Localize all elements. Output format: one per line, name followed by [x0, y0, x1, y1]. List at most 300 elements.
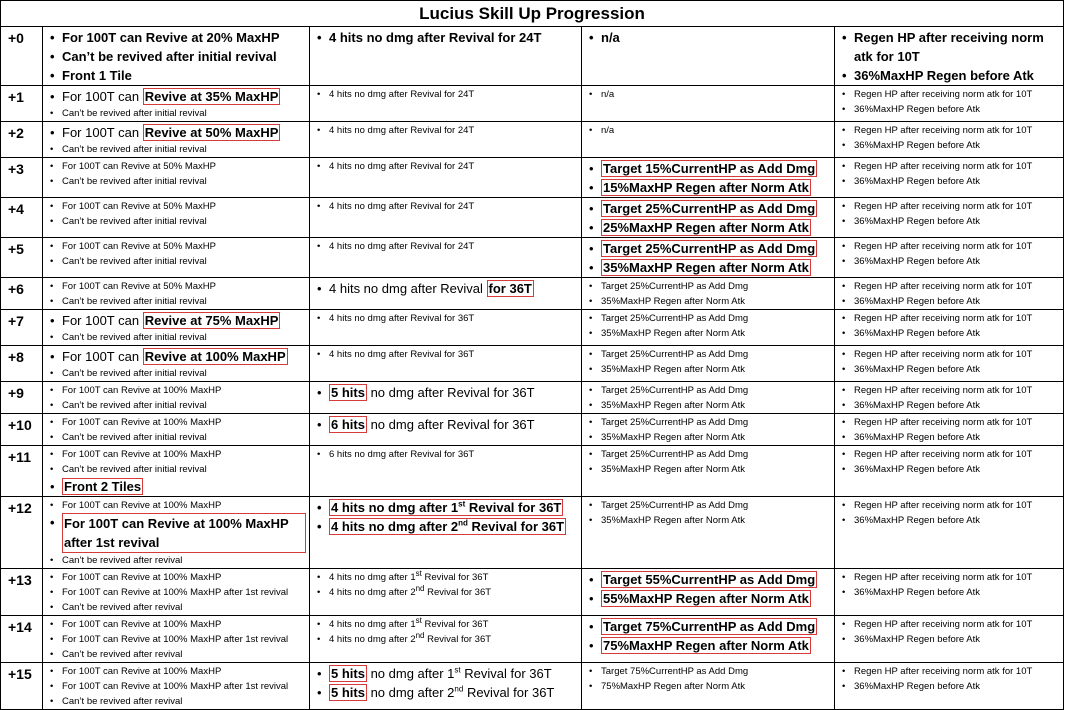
text-segment: For 100T can Revive at 100% MaxHP — [62, 385, 222, 396]
text-segment: Can’t be revived after initial revival — [62, 432, 207, 443]
no-damage-cell — [310, 238, 582, 278]
text-segment: Front 1 Tile — [62, 68, 132, 83]
add-damage-cell — [582, 158, 835, 198]
bullet-line — [842, 415, 1060, 430]
bullet-line — [317, 159, 578, 174]
text-segment: no dmg after 1st Revival for 36T — [366, 665, 552, 681]
bullet-line — [50, 159, 306, 174]
bullet-line — [317, 311, 578, 326]
no-damage-cell — [310, 346, 582, 382]
table-row — [1, 310, 1064, 346]
text-segment: Can’t be revived after initial revival — [62, 464, 207, 475]
text-segment: For 100T can Revive at 50% MaxHP — [62, 281, 217, 292]
bullet-line — [842, 664, 1060, 679]
table-row — [1, 198, 1064, 238]
bullet-line — [589, 589, 831, 608]
text-segment: For 100T can Revive at 100% MaxHP — [62, 500, 222, 511]
revive-cell — [43, 414, 310, 446]
bullet-line — [842, 102, 1060, 117]
no-damage-cell — [310, 663, 582, 710]
text-segment: 36%MaxHP Regen before Atk — [854, 104, 981, 115]
bullet-line — [317, 570, 578, 585]
text-segment: For 100T can Revive at 100% MaxHP — [62, 449, 222, 460]
text-segment: Target 25%CurrentHP as Add Dmg — [601, 417, 749, 428]
bullet-line — [589, 28, 831, 47]
text-segment: For 100T can Revive at 100% MaxHP after 1st revival — [64, 516, 289, 550]
bullet-line — [50, 87, 306, 106]
text-segment: Target 75%CurrentHP as Add Dmg — [601, 666, 749, 677]
bullet-line — [589, 311, 831, 326]
bullet-line — [842, 498, 1060, 513]
text-segment: 4 hits no dmg after 1st Revival for 36T — [329, 615, 489, 630]
bullet-line — [317, 87, 578, 102]
regen-cell — [835, 497, 1064, 569]
text-segment: 4 hits no dmg after Revival for 24T — [329, 125, 475, 136]
text-segment: Can’t be revived after initial revival — [62, 400, 207, 411]
text-segment: Regen HP after receiving norm atk for 10T — [854, 201, 1033, 212]
text-segment: 36%MaxHP Regen before Atk — [854, 68, 1034, 83]
text-segment: 36%MaxHP Regen before Atk — [854, 464, 981, 475]
bullet-line — [589, 462, 831, 477]
no-damage-cell — [310, 310, 582, 346]
text-segment: Can’t be revived after initial revival — [62, 49, 277, 64]
no-damage-cell — [310, 122, 582, 158]
text-segment: Regen HP after receiving norm atk for 10T — [854, 89, 1033, 100]
bullet-line — [50, 647, 306, 662]
bullet-line — [589, 159, 831, 178]
text-segment: Regen HP after receiving norm atk for 10T — [854, 572, 1033, 583]
bullet-line — [50, 585, 306, 600]
bullet-line — [842, 326, 1060, 341]
text-segment: 36%MaxHP Regen before Atk — [854, 364, 981, 375]
text-segment: 25%MaxHP Regen after Norm Atk — [603, 220, 809, 235]
bullet-line — [50, 498, 306, 513]
text-segment: For 100T can Revive at 100% MaxHP after 1st revival — [62, 681, 289, 692]
text-segment: For 100T can Revive at 50% MaxHP — [62, 241, 217, 252]
bullet-line — [50, 142, 306, 157]
add-damage-cell — [582, 346, 835, 382]
bullet-line — [842, 617, 1060, 632]
bullet-line — [842, 239, 1060, 254]
text-segment: 4 hits no dmg after 2nd Revival for 36T — [329, 583, 492, 598]
bullet-line — [589, 279, 831, 294]
text-segment: For 100T can — [62, 313, 143, 328]
bullet-line — [50, 254, 306, 269]
regen-cell — [835, 310, 1064, 346]
bullet-line — [50, 694, 306, 709]
add-damage-cell — [582, 86, 835, 122]
bullet-line — [50, 47, 306, 66]
bullet-line — [842, 362, 1060, 377]
bullet-line — [842, 123, 1060, 138]
text-segment: 4 hits no dmg after 1st Revival for 36T — [331, 499, 562, 515]
skill-level: +1 — [1, 86, 43, 122]
text-segment: Can’t be revived after revival — [62, 696, 183, 707]
bullet-line — [589, 664, 831, 679]
text-segment: 4 hits no dmg after Revival for 24T — [329, 161, 475, 172]
text-segment: 35%MaxHP Regen after Norm Atk — [601, 515, 745, 526]
revive-cell — [43, 122, 310, 158]
bullet-line — [842, 279, 1060, 294]
bullet-line — [842, 174, 1060, 189]
text-segment: Target 25%CurrentHP as Add Dmg — [603, 201, 816, 216]
regen-cell — [835, 278, 1064, 310]
skill-level: +13 — [1, 569, 43, 616]
text-segment: Target 25%CurrentHP as Add Dmg — [601, 281, 749, 292]
text-segment: Can’t be revived after initial revival — [62, 216, 207, 227]
text-segment: Regen HP after receiving norm atk for 10T — [854, 500, 1033, 511]
text-segment: 4 hits no dmg after Revival for 24T — [329, 241, 475, 252]
text-segment: n/a — [601, 89, 615, 100]
bullet-line — [50, 617, 306, 632]
no-damage-cell — [310, 198, 582, 238]
skill-level: +12 — [1, 497, 43, 569]
text-segment: Can’t be revived after initial revival — [62, 256, 207, 267]
regen-cell — [835, 414, 1064, 446]
revive-cell — [43, 158, 310, 198]
bullet-line — [842, 347, 1060, 362]
bullet-line — [50, 366, 306, 381]
text-segment: For 100T can Revive at 50% MaxHP — [62, 201, 217, 212]
bullet-line — [50, 199, 306, 214]
skill-level: +7 — [1, 310, 43, 346]
revive-cell — [43, 86, 310, 122]
bullet-line — [50, 106, 306, 121]
text-segment: 36%MaxHP Regen before Atk — [854, 400, 981, 411]
text-segment: 36%MaxHP Regen before Atk — [854, 432, 981, 443]
text-segment: Regen HP after receiving norm atk for 10T — [854, 125, 1033, 136]
bullet-line — [50, 347, 306, 366]
bullet-line — [50, 513, 306, 553]
bullet-line — [50, 239, 306, 254]
bullet-line — [317, 279, 578, 298]
text-segment: Regen HP after receiving norm atk for 10T — [854, 449, 1033, 460]
skill-level: +4 — [1, 198, 43, 238]
text-segment: For 100T can — [62, 349, 143, 364]
regen-cell — [835, 198, 1064, 238]
text-segment: 4 hits no dmg after Revival for 24T — [329, 89, 475, 100]
bullet-line — [50, 462, 306, 477]
bullet-line — [50, 553, 306, 568]
bullet-line — [50, 383, 306, 398]
bullet-line — [589, 87, 831, 102]
table-row — [1, 497, 1064, 569]
text-segment: Target 25%CurrentHP as Add Dmg — [601, 500, 749, 511]
skill-level: +2 — [1, 122, 43, 158]
no-damage-cell — [310, 158, 582, 198]
bullet-line — [50, 430, 306, 445]
text-segment: 36%MaxHP Regen before Atk — [854, 587, 981, 598]
table-row — [1, 122, 1064, 158]
text-segment: Target 25%CurrentHP as Add Dmg — [601, 385, 749, 396]
revive-cell — [43, 446, 310, 497]
text-segment: 35%MaxHP Regen after Norm Atk — [601, 364, 745, 375]
bullet-line — [842, 462, 1060, 477]
table-row — [1, 238, 1064, 278]
bullet-line — [842, 679, 1060, 694]
bullet-line — [317, 415, 578, 434]
bullet-line — [589, 447, 831, 462]
text-segment: 36%MaxHP Regen before Atk — [854, 176, 981, 187]
bullet-line — [589, 498, 831, 513]
text-segment: 4 hits no dmg after Revival — [329, 281, 487, 296]
regen-cell — [835, 27, 1064, 86]
bullet-line — [842, 311, 1060, 326]
bullet-line — [50, 398, 306, 413]
add-damage-cell — [582, 27, 835, 86]
text-segment: For 100T can Revive at 100% MaxHP after 1st revival — [62, 634, 289, 645]
title-row — [1, 1, 1064, 27]
skill-level: +10 — [1, 414, 43, 446]
bullet-line — [589, 326, 831, 341]
table-row — [1, 414, 1064, 446]
text-segment: 35%MaxHP Regen after Norm Atk — [601, 296, 745, 307]
text-segment: Front 2 Tiles — [64, 479, 142, 494]
add-damage-cell — [582, 446, 835, 497]
no-damage-cell — [310, 414, 582, 446]
text-segment: For 100T can Revive at 100% MaxHP after 1st revival — [62, 587, 289, 598]
text-segment: Can’t be revived after initial revival — [62, 176, 207, 187]
bullet-line — [589, 383, 831, 398]
bullet-line — [589, 679, 831, 694]
text-segment: Revive at 100% MaxHP — [144, 349, 286, 364]
text-segment: no dmg after Revival for 36T — [366, 417, 535, 432]
text-segment: n/a — [601, 125, 615, 136]
bullet-line — [317, 28, 578, 47]
text-segment: Can’t be revived after revival — [62, 555, 183, 566]
no-damage-cell — [310, 382, 582, 414]
text-segment: For 100T can Revive at 20% MaxHP — [62, 30, 280, 45]
bullet-line — [842, 28, 1060, 66]
text-segment: 4 hits no dmg after Revival for 24T — [329, 30, 542, 45]
skill-level: +8 — [1, 346, 43, 382]
add-damage-cell — [582, 414, 835, 446]
add-damage-cell — [582, 382, 835, 414]
text-segment: 4 hits no dmg after 1st Revival for 36T — [329, 568, 489, 583]
text-segment: Can’t be revived after initial revival — [62, 332, 207, 343]
bullet-line — [589, 570, 831, 589]
bullet-line — [317, 517, 578, 536]
text-segment: Revive at 35% MaxHP — [144, 89, 279, 104]
revive-cell — [43, 238, 310, 278]
table-title: Lucius Skill Up Progression — [1, 1, 1064, 27]
regen-cell — [835, 158, 1064, 198]
bullet-line — [50, 311, 306, 330]
text-segment: 35%MaxHP Regen after Norm Atk — [601, 400, 745, 411]
skill-level: +6 — [1, 278, 43, 310]
add-damage-cell — [582, 616, 835, 663]
text-segment: For 100T can — [62, 125, 143, 140]
bullet-line — [842, 632, 1060, 647]
bullet-line — [589, 218, 831, 237]
text-segment: 36%MaxHP Regen before Atk — [854, 328, 981, 339]
text-segment: For 100T can Revive at 100% MaxHP — [62, 417, 222, 428]
regen-cell — [835, 86, 1064, 122]
bullet-line — [589, 636, 831, 655]
text-segment: Target 25%CurrentHP as Add Dmg — [601, 349, 749, 360]
text-segment: Can’t be revived after revival — [62, 649, 183, 660]
text-segment: 36%MaxHP Regen before Atk — [854, 256, 981, 267]
bullet-line — [842, 87, 1060, 102]
text-segment: 36%MaxHP Regen before Atk — [854, 515, 981, 526]
regen-cell — [835, 122, 1064, 158]
revive-cell — [43, 198, 310, 238]
table-row — [1, 346, 1064, 382]
no-damage-cell — [310, 616, 582, 663]
text-segment: 35%MaxHP Regen after Norm Atk — [601, 432, 745, 443]
text-segment: 55%MaxHP Regen after Norm Atk — [603, 591, 809, 606]
add-damage-cell — [582, 122, 835, 158]
text-segment: for 36T — [488, 281, 532, 296]
text-segment: 5 hits — [331, 685, 365, 700]
text-segment: 36%MaxHP Regen before Atk — [854, 140, 981, 151]
bullet-line — [317, 383, 578, 402]
bullet-line — [50, 477, 306, 496]
text-segment: 6 hits — [331, 417, 365, 432]
regen-cell — [835, 663, 1064, 710]
bullet-line — [50, 28, 306, 47]
skill-level: +5 — [1, 238, 43, 278]
bullet-line — [317, 617, 578, 632]
bullet-line — [317, 447, 578, 462]
bullet-line — [50, 214, 306, 229]
text-segment: Regen HP after receiving norm atk for 10T — [854, 666, 1033, 677]
text-segment: Regen HP after receiving norm atk for 10T — [854, 241, 1033, 252]
table-row — [1, 158, 1064, 198]
text-segment: 5 hits — [331, 385, 365, 400]
add-damage-cell — [582, 569, 835, 616]
bullet-line — [842, 294, 1060, 309]
revive-cell — [43, 616, 310, 663]
revive-cell — [43, 569, 310, 616]
text-segment: Regen HP after receiving norm atk for 10T — [854, 385, 1033, 396]
text-segment: Target 25%CurrentHP as Add Dmg — [601, 449, 749, 460]
bullet-line — [50, 664, 306, 679]
bullet-line — [50, 279, 306, 294]
text-segment: Can’t be revived after initial revival — [62, 108, 207, 119]
text-segment: For 100T can Revive at 100% MaxHP — [62, 572, 222, 583]
bullet-line — [50, 570, 306, 585]
bullet-line — [842, 199, 1060, 214]
bullet-line — [589, 430, 831, 445]
table-row — [1, 616, 1064, 663]
text-segment: 35%MaxHP Regen after Norm Atk — [601, 328, 745, 339]
text-segment: 5 hits — [331, 666, 365, 681]
text-segment: 35%MaxHP Regen after Norm Atk — [601, 464, 745, 475]
text-segment: For 100T can — [62, 89, 143, 104]
text-segment: no dmg after 2nd Revival for 36T — [366, 684, 555, 700]
text-segment: For 100T can Revive at 50% MaxHP — [62, 161, 217, 172]
bullet-line — [842, 585, 1060, 600]
no-damage-cell — [310, 569, 582, 616]
bullet-line — [842, 430, 1060, 445]
table-row — [1, 663, 1064, 710]
regen-cell — [835, 346, 1064, 382]
bullet-line — [317, 585, 578, 600]
text-segment: Can’t be revived after initial revival — [62, 144, 207, 155]
no-damage-cell — [310, 497, 582, 569]
text-segment: 36%MaxHP Regen before Atk — [854, 296, 981, 307]
revive-cell — [43, 382, 310, 414]
bullet-line — [50, 447, 306, 462]
table-row — [1, 86, 1064, 122]
table-row — [1, 446, 1064, 497]
add-damage-cell — [582, 497, 835, 569]
text-segment: no dmg after Revival for 36T — [366, 385, 535, 400]
regen-cell — [835, 238, 1064, 278]
text-segment: For 100T can Revive at 100% MaxHP — [62, 619, 222, 630]
no-damage-cell — [310, 278, 582, 310]
bullet-line — [50, 123, 306, 142]
add-damage-cell — [582, 198, 835, 238]
add-damage-cell — [582, 278, 835, 310]
add-damage-cell — [582, 238, 835, 278]
table-row — [1, 382, 1064, 414]
table-row — [1, 278, 1064, 310]
table-body — [1, 27, 1064, 710]
bullet-line — [842, 398, 1060, 413]
text-segment: Regen HP after receiving norm atk for 10T — [854, 313, 1033, 324]
bullet-line — [589, 347, 831, 362]
bullet-line — [589, 617, 831, 636]
text-segment: 75%MaxHP Regen after Norm Atk — [603, 638, 809, 653]
skill-level: +14 — [1, 616, 43, 663]
bullet-line — [842, 254, 1060, 269]
text-segment: 36%MaxHP Regen before Atk — [854, 634, 981, 645]
bullet-line — [589, 294, 831, 309]
add-damage-cell — [582, 310, 835, 346]
bullet-line — [50, 415, 306, 430]
text-segment: Target 55%CurrentHP as Add Dmg — [603, 572, 816, 587]
bullet-line — [842, 159, 1060, 174]
text-segment: Can’t be revived after initial revival — [62, 296, 207, 307]
add-damage-cell — [582, 663, 835, 710]
regen-cell — [835, 382, 1064, 414]
bullet-line — [842, 66, 1060, 85]
skill-level: +15 — [1, 663, 43, 710]
text-segment: 36%MaxHP Regen before Atk — [854, 216, 981, 227]
bullet-line — [842, 570, 1060, 585]
revive-cell — [43, 663, 310, 710]
bullet-line — [317, 239, 578, 254]
text-segment: Regen HP after receiving norm atk for 10T — [854, 417, 1033, 428]
revive-cell — [43, 310, 310, 346]
text-segment: Regen HP after receiving norm atk for 10T — [854, 30, 1044, 64]
text-segment: Target 25%CurrentHP as Add Dmg — [603, 241, 816, 256]
table-row — [1, 27, 1064, 86]
no-damage-cell — [310, 86, 582, 122]
revive-cell — [43, 346, 310, 382]
text-segment: Can’t be revived after initial revival — [62, 368, 207, 379]
text-segment: 75%MaxHP Regen after Norm Atk — [601, 681, 745, 692]
bullet-line — [317, 347, 578, 362]
bullet-line — [50, 600, 306, 615]
table-row — [1, 569, 1064, 616]
bullet-line — [50, 174, 306, 189]
revive-cell — [43, 497, 310, 569]
bullet-line — [317, 199, 578, 214]
text-segment: n/a — [601, 30, 620, 45]
skill-level: +11 — [1, 446, 43, 497]
text-segment: 6 hits no dmg after Revival for 36T — [329, 449, 475, 460]
text-segment: Regen HP after receiving norm atk for 10T — [854, 619, 1033, 630]
bullet-line — [842, 513, 1060, 528]
bullet-line — [317, 498, 578, 517]
bullet-line — [589, 258, 831, 277]
text-segment: Target 75%CurrentHP as Add Dmg — [603, 619, 816, 634]
text-segment: For 100T can Revive at 100% MaxHP — [62, 666, 222, 677]
bullet-line — [317, 632, 578, 647]
